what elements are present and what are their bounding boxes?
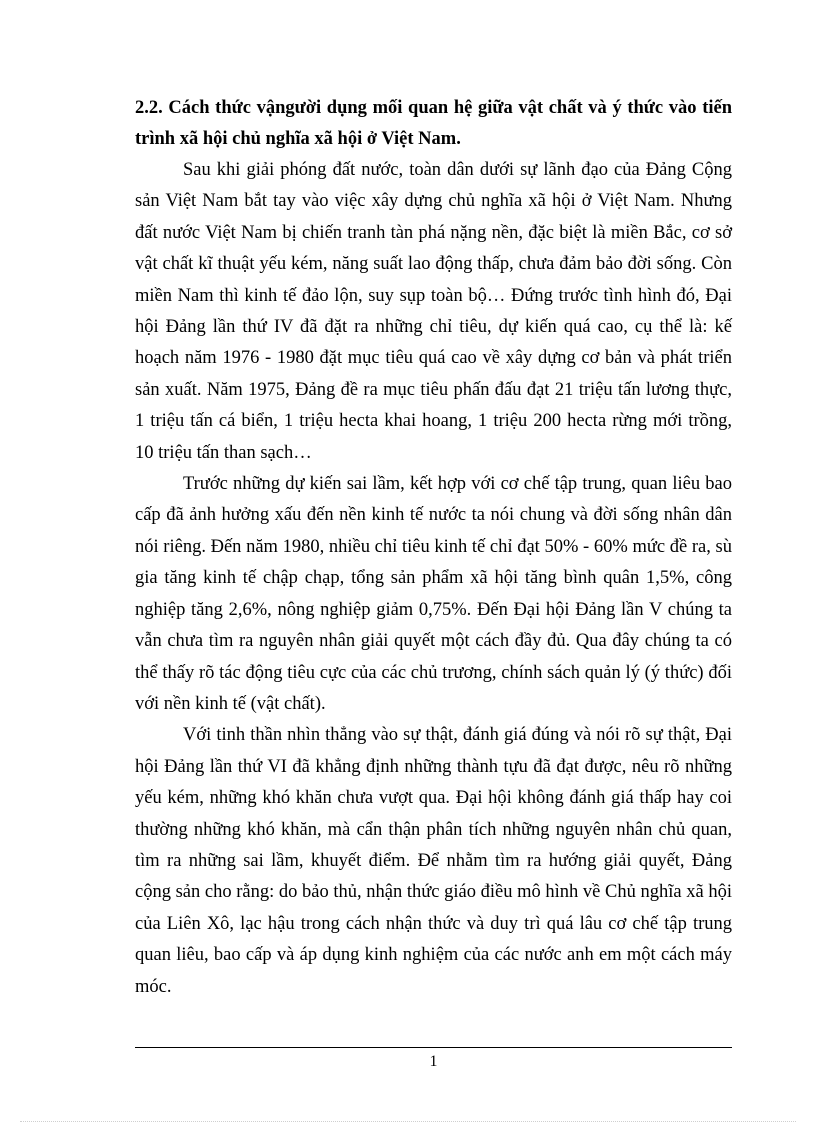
page-number: 1 (429, 1053, 438, 1070)
footer-divider (135, 1047, 732, 1048)
paragraph-1: Sau khi giải phóng đất nước, toàn dân dưới sự lãnh đạo của Đảng Cộng sản Việt Nam bắt tay vào việc xây dựng chủ nghĩa xã hội ở Việt Nam. Nhưng đất nước Việt Nam bị chiến tranh tàn phá nặng nền, đặc biệt là miền Bắc, cơ sở vật chất kĩ thuật yếu kém, năng suất lao động thấp, chưa đảm bảo đời sống. Còn miền Nam thì kinh tế đảo lộn, suy sụp toàn bộ… Đứng trước tình hình đó, Đại hội Đảng lần thứ IV đã đặt ra những chỉ tiêu, dự kiến quá cao, cụ thể là: kế hoạch năm 1976 - 1980 đặt mục tiêu quá cao về xây dựng cơ bản và phát triển sản xuất. Năm 1975, Đảng đề ra mục tiêu phấn đấu đạt 21 triệu tấn lương thực, 1 triệu tấn cá biển, 1 triệu hecta khai hoang, 1 triệu 200 hecta rừng mới trồng, 10 triệu tấn than sạch… (135, 160, 732, 463)
page-bottom-border (20, 1121, 796, 1122)
paragraph-2: Trước những dự kiến sai lầm, kết hợp với cơ chế tập trung, quan liêu bao cấp đã ảnh hưởng xấu đến nền kinh tế nước ta nói chung và đời sống nhân dân nói riêng. Đến năm 1980, nhiều chỉ tiêu kinh tế chỉ đạt 50% - 60% mức đề ra, sù gia tăng kinh tế chập chạp, tổng sản phẩm xã hội tăng bình quân 1,5%, công nghiệp tăng 2,6%, nông nghiệp giảm 0,75%. Đến Đại hội Đảng lần V chúng ta vẫn chưa tìm ra nguyên nhân giải quyết một cách đầy đủ. Qua đây chúng ta có thể thấy rõ tác động tiêu cực của các chủ trương, chính sách quản lý (ý thức) đối với nền kinh tế (vật chất). (135, 474, 732, 714)
section-heading: 2.2. Cách thức vậngười dụng mối quan hệ giữa vật chất và ý thức vào tiến trình xã hội chủ nghĩa xã hội ở Việt Nam. (135, 98, 732, 149)
document-body (135, 93, 732, 1003)
paragraph-3: Với tinh thần nhìn thẳng vào sự thật, đánh giá đúng và nói rõ sự thật, Đại hội Đảng lần thứ VI đã khẳng định những thành tựu đã đạt được, nêu rõ những yếu kém, những khó khăn chưa vượt qua. Đại hội không đánh giá thấp hay coi thường những khó khăn, mà cẩn thận phân tích những nguyên nhân chủ quan, tìm ra những sai lầm, khuyết điểm. Để nhằm tìm ra hướng giải quyết, Đảng cộng sản cho rằng: do bảo thủ, nhận thức giáo điều mô hình về Chủ nghĩa xã hội của Liên Xô, lạc hậu trong cách nhận thức và duy trì quá lâu cơ chế tập trung quan liêu, bao cấp và áp dụng kinh nghiệm của các nước anh em một cách máy móc. (135, 725, 732, 997)
